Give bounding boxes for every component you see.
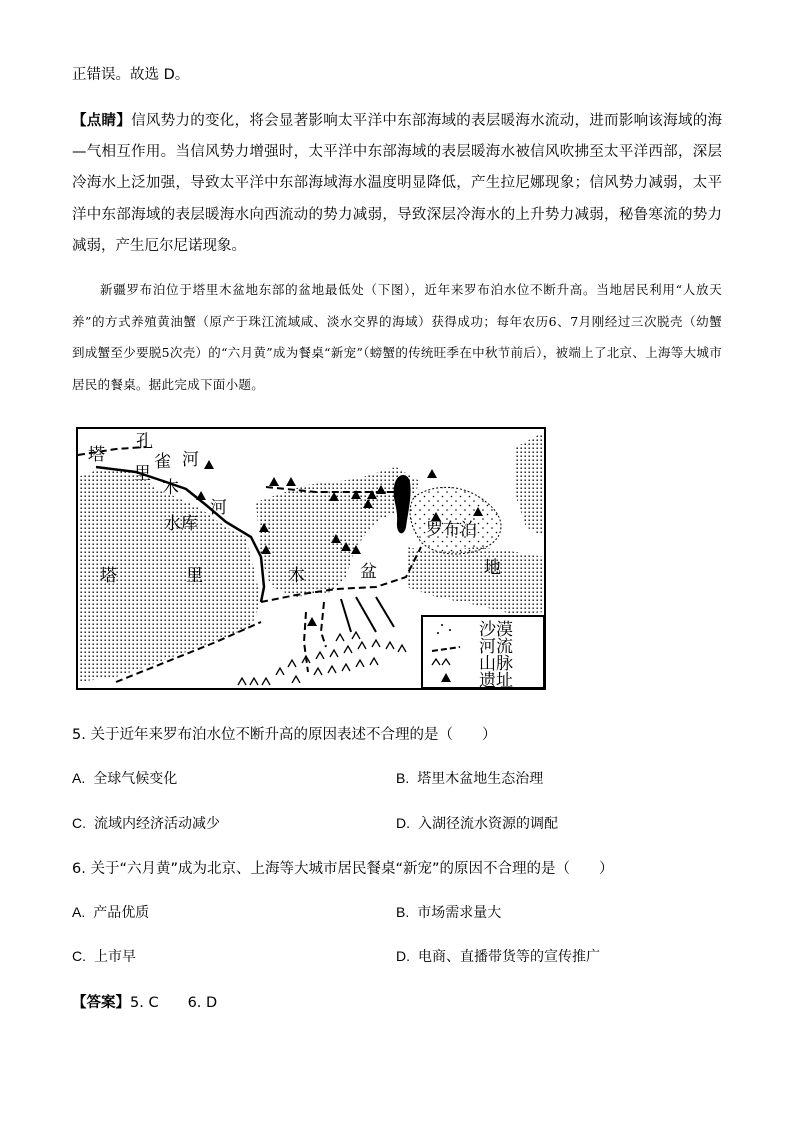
map-label: 里 [134, 464, 151, 484]
q6-option-d: D. 电商、直播带货等的宣传推广 [396, 948, 600, 965]
map-label: 水库 [164, 514, 198, 534]
analysis-paragraph [72, 106, 722, 262]
map-label: 木 [162, 478, 179, 498]
intro-paragraph: 新疆罗布泊位于塔里木盆地东部的盆地最低处（下图），近年来罗布泊水位不断升高。当地居民利用“人放天养”的方式养殖黄油蟹（原产于珠江流域咸、淡水交界的海域）获得成功；每年农历6、7月刚经过三次脱壳（幼蟹到成蟹至少要脱5次壳）的“六月黄”成为餐桌“新宠”（螃蟹的传统旺季在中秋节前后），被端上了北京、上海等大城市居民的餐桌。据此完成下面小题。 [72, 282, 722, 392]
map-label: 地 [484, 558, 501, 578]
map-label: 河 [182, 450, 199, 470]
answer-tag: 【答案】 [72, 995, 130, 1011]
legend-mountain: 山脉 [479, 654, 513, 674]
map-label: 盆 [360, 562, 377, 582]
map-label: 木 [288, 566, 305, 586]
q6-option-c: C. 上市早 [72, 948, 136, 965]
q5-option-b: B. 塔里木盆地生态治理 [396, 770, 544, 787]
top-line: 正错误。故选 D。 [72, 67, 190, 83]
analysis-tag: 【点睛】 [72, 113, 132, 129]
answer-text: 5. C 6. D [130, 995, 218, 1011]
map-label: 塔 [88, 445, 105, 465]
q5-option-d: D. 入湖径流水资源的调配 [396, 815, 558, 832]
legend-relic: 遗址 [479, 671, 513, 691]
map-label: 罗布泊 [426, 520, 477, 540]
q6-option-b: B. 市场需求量大 [396, 904, 502, 921]
answer-line [72, 991, 217, 1012]
question-6-stem: 6. 关于“六月黄”成为北京、上海等大城市居民餐桌“新宠”的原因不合理的是（ ） [72, 861, 614, 877]
legend-desert: 沙漠 [479, 620, 513, 640]
map-label: 里 [186, 566, 203, 586]
map-label: 河 [210, 498, 227, 518]
q6-option-a: A. 产品优质 [72, 904, 150, 921]
map-label: 孔 [136, 432, 153, 452]
question-5-stem: 5. 关于近年来罗布泊水位不断升高的原因表述不合理的是（ ） [72, 727, 497, 743]
q5-option-c: C. 流域内经济活动减少 [72, 815, 220, 832]
map-label: 雀 [154, 452, 171, 472]
legend-river: 河流 [479, 637, 513, 657]
lop-nur-map [76, 427, 548, 691]
q5-option-a: A. 全球气候变化 [72, 770, 178, 787]
analysis-text: 信风势力的变化，将会显著影响太平洋中东部海域的表层暖海水流动，进而影响该海域的海—气相互作用。当信风势力增强时，太平洋中东部海域的表层暖海水被信风吹拂至太平洋西部，深层冷海水上泛加强，导致太平洋中东部海域海水温度明显降低，产生拉尼娜现象；信风势力减弱，太平洋中东部海域的表层暖海水向西流动的势力减弱，导致深层冷海水的上升势力减弱，秘鲁寒流的势力减弱，产生厄尔尼诺现象。 [72, 113, 723, 254]
map-label: 塔 [100, 566, 117, 586]
